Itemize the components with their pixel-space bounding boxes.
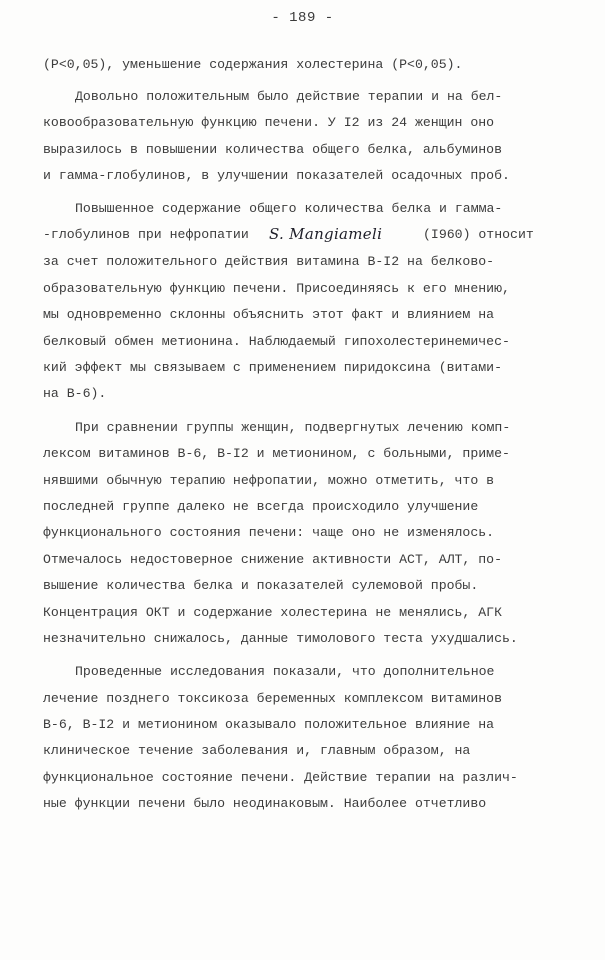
- text-line: лексом витаминов В-6, В-I2 и метионином, с больными, приме-: [43, 446, 510, 461]
- text-line: образовательную функцию печени. Присоединяясь к его мнению,: [43, 281, 510, 296]
- text-line: Концентрация ОКТ и содержание холестерина не менялись, АГК: [43, 605, 502, 620]
- text-line: Повышенное содержание общего количества белка и гамма-: [75, 201, 503, 216]
- text-line: В-6, В-I2 и метионином оказывало положительное влияние на: [43, 717, 495, 732]
- text-line: (I960) относит: [423, 227, 534, 242]
- text-line: вышение количества белка и показателей сулемовой пробы.: [43, 578, 479, 593]
- handwritten-author-name: S. Mangiameli: [269, 225, 383, 243]
- text-line: белковый обмен метионина. Наблюдаемый гипохолестеринемичес-: [43, 334, 510, 349]
- text-line: Довольно положительным было действие терапии и на бел-: [75, 89, 503, 104]
- text-line: ковообразовательную функцию печени. У I2 из 24 женщин оно: [43, 115, 495, 130]
- text-line: за счет положительного действия витамина В-I2 на белково-: [43, 254, 495, 269]
- text-line: мы одновременно склонны объяснить этот факт и влиянием на: [43, 307, 495, 322]
- text-line: ные функции печени было неодинаковым. Наиболее отчетливо: [43, 796, 487, 811]
- text-line: функциональное состояние печени. Действие терапии на различ-: [43, 770, 518, 785]
- text-line: выразилось в повышении количества общего белка, альбуминов: [43, 142, 502, 157]
- text-line: кий эффект мы связываем с применением пиридоксина (витами-: [43, 360, 502, 375]
- text-line: незначительно снижалось, данные тимолового теста ухудшались.: [43, 631, 518, 646]
- text-line: Отмечалось недостоверное снижение активности АСТ, АЛТ, по-: [43, 552, 502, 567]
- text-line: лечение позднего токсикоза беременных комплексом витаминов: [43, 691, 502, 706]
- page-number: - 189 -: [271, 10, 334, 26]
- text-line: -глобулинов при нефропатии: [43, 227, 249, 242]
- text-line: При сравнении группы женщин, подвергнутых лечению комп-: [75, 420, 511, 435]
- text-line: последней группе далеко не всегда происходило улучшение: [43, 499, 479, 514]
- text-line: и гамма-глобулинов, в улучшении показателей осадочных проб.: [43, 168, 510, 183]
- text-line: на В-6).: [43, 386, 107, 401]
- text-line: Проведенные исследования показали, что дополнительное: [75, 664, 495, 679]
- text-line: клиническое течение заболевания и, главным образом, на: [43, 743, 471, 758]
- text-line: (P<0,05), уменьшение содержания холестерина (P<0,05).: [43, 57, 463, 72]
- text-line: функционального состояния печени: чаще оно не изменялось.: [43, 525, 495, 540]
- text-line: нявшими обычную терапию нефропатии, можно отметить, что в: [43, 473, 495, 488]
